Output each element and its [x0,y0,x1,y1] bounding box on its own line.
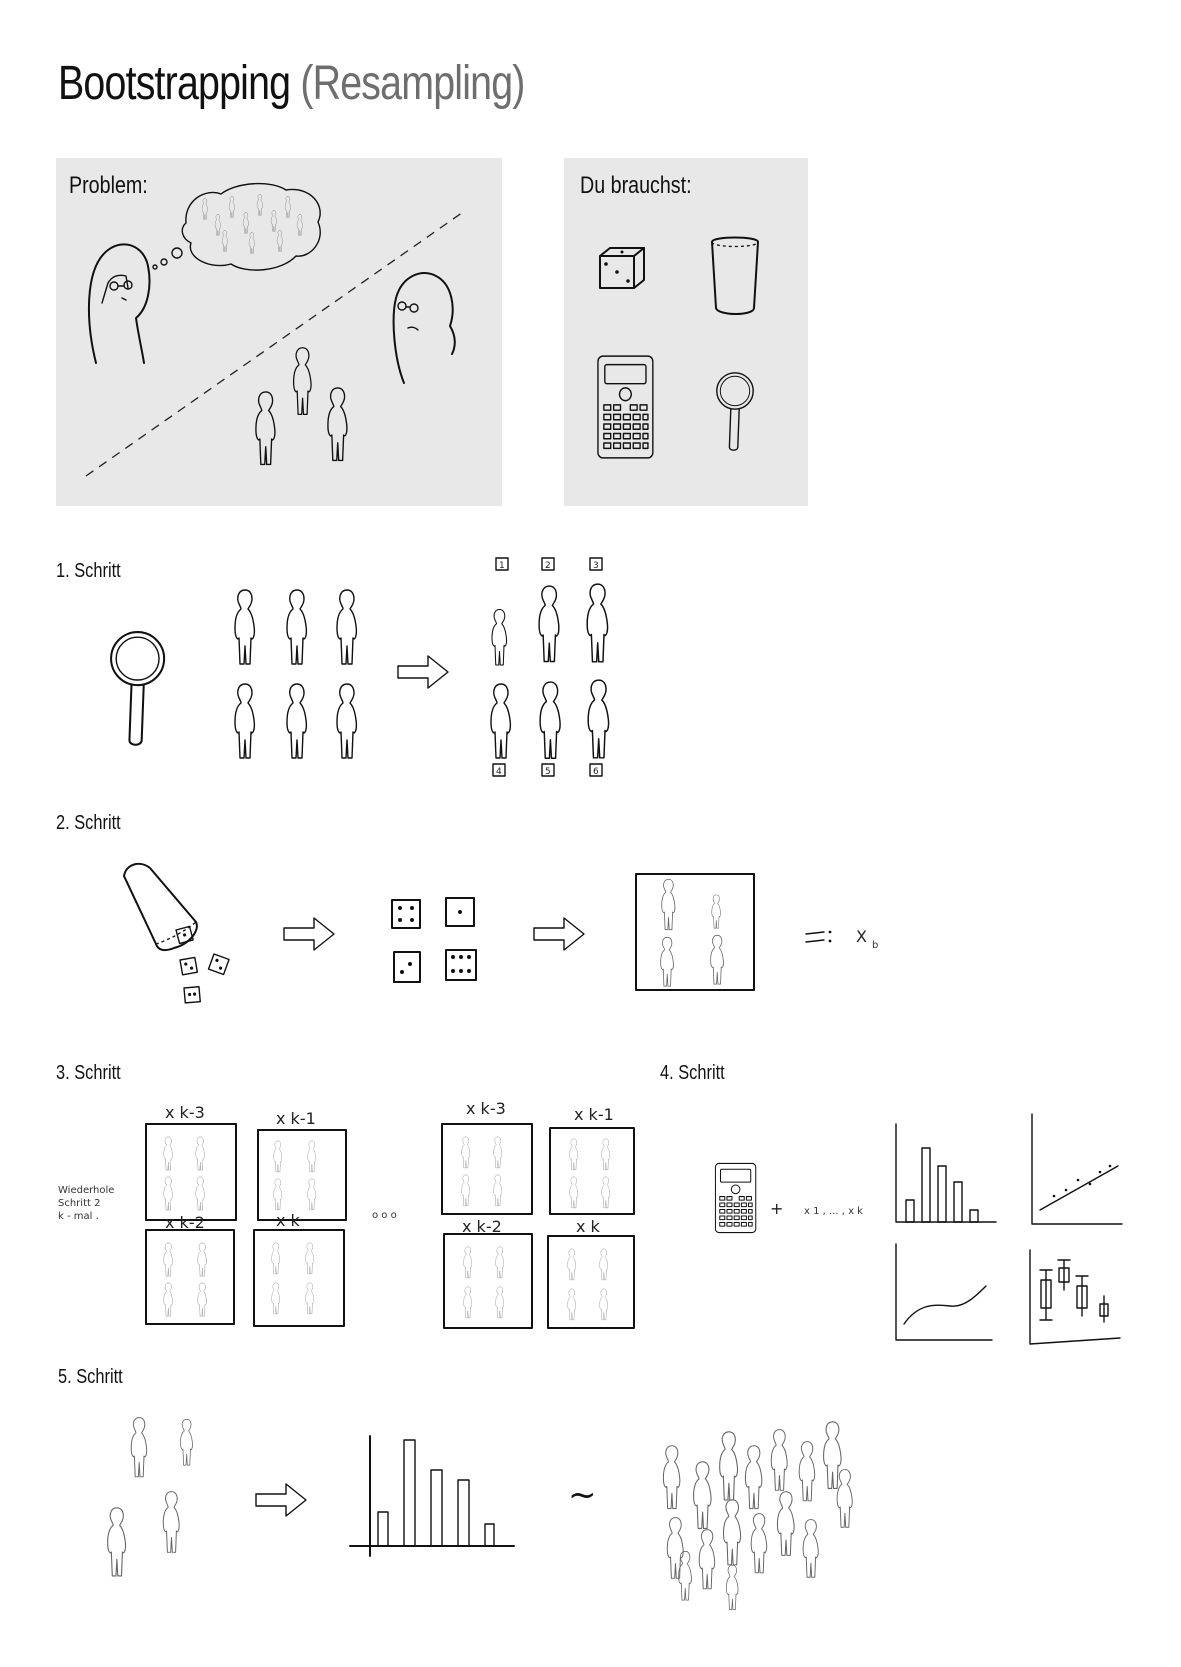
thrown-die-icon [180,957,197,974]
svg-text:X: X [856,927,867,946]
dice-face-4 [392,900,420,928]
dice-face-6 [446,950,476,980]
approx-symbol: ~ [568,1475,597,1515]
mini-scatter-plot [1032,1114,1122,1224]
box-label-right-k: x k [576,1217,600,1236]
step-2-label: 2. Schritt [56,812,121,834]
step-4-calculator-icon [715,1163,755,1232]
box-label-left-k-3: x k-3 [165,1103,205,1122]
sample-person-3 [328,388,347,461]
thrown-die-icon [184,987,200,1003]
statistician-right [394,273,455,383]
problem-label: Problem: [69,172,148,199]
step-5-arrow-icon [256,1484,306,1516]
number-1: 1 [499,561,505,571]
step-1-magnifier-icon [111,632,164,745]
sample-person-2 [294,348,311,415]
bootstrap-distribution-chart [350,1436,514,1556]
mini-line-plot [896,1244,992,1340]
needs-panel [564,158,808,506]
step-1-numbered-person [587,584,607,662]
box-label-right-k-1: x k-1 [574,1105,614,1124]
step-5-person [163,1492,179,1553]
problem-panel [56,158,502,506]
dice-face-2 [394,952,420,982]
plus-operator: + [770,1199,784,1218]
step-1-person [235,590,254,664]
number-6: 6 [593,767,599,777]
box-label-right-k-3: x k-3 [466,1099,506,1118]
thought-bubble [153,184,320,271]
title-main: Bootstrapping [58,57,291,110]
step-1-person [337,590,356,664]
title-sub: (Resampling) [300,57,525,110]
box-label-left-k-2: x k-2 [165,1213,205,1232]
step-2-arrow-icon [284,918,334,950]
step-1-numbered-person [539,586,559,661]
step-5-person [180,1419,192,1465]
problem-illustration [56,158,502,506]
needs-illustration [564,158,808,506]
equals-xb [806,927,878,951]
number-5: 5 [545,767,551,777]
step-5-label: 5. Schritt [58,1366,123,1388]
cup-icon [712,238,758,315]
xb-subscript: b [872,940,879,951]
thrown-die-icon [209,954,230,975]
samples-label: x 1 , ... , x k [804,1206,863,1217]
step-5-person [108,1508,126,1576]
resample-box [636,874,754,990]
step-2-illustration [0,860,1181,1020]
magnifier-icon [717,373,753,450]
step-1-person [287,684,306,758]
tipped-cup-icon [124,864,197,950]
repeat-note-line1: Wiederhole [58,1185,115,1196]
mini-bar-chart [896,1124,996,1222]
step-1-label: 1. Schritt [56,560,121,582]
number-2: 2 [545,561,551,571]
step-4-label: 4. Schritt [660,1062,725,1084]
step-3-illustration [0,1100,650,1340]
step-5-illustration [0,1400,1181,1660]
step-1-person [287,590,306,664]
population-crowd [663,1422,852,1610]
step-1-person [337,684,356,758]
ellipsis: o o o [372,1210,397,1221]
step-1-arrow-icon [398,656,448,688]
step-1-person [235,684,254,758]
dice-icon [600,248,644,288]
step-4-illustration [660,1100,1160,1340]
box-label-left-k: x k [276,1211,300,1230]
step-1-numbered-person [588,680,608,758]
repeat-note-line3: k - mal . [58,1211,99,1222]
box-label-left-k-1: x k-1 [276,1109,316,1128]
repeat-note-line2: Schritt 2 [58,1198,101,1209]
step-2-arrow-icon [534,918,584,950]
step-1-numbered-person [491,684,510,758]
step-1-illustration [0,550,1181,780]
number-4: 4 [496,767,502,777]
calculator-icon [598,356,653,458]
step-1-numbered-person [492,610,507,666]
needs-label: Du brauchst: [580,172,692,199]
step-3-label: 3. Schritt [56,1062,121,1084]
dice-face-1 [446,898,474,926]
thrown-die-icon [176,926,193,943]
page-title [58,56,525,111]
number-3: 3 [593,561,599,571]
step-5-person [131,1418,147,1477]
step-1-numbered-person [540,682,560,758]
statistician-left [89,244,150,363]
mini-box-plot [1030,1250,1120,1344]
sample-person-1 [256,392,275,465]
box-label-right-k-2: x k-2 [462,1217,502,1236]
